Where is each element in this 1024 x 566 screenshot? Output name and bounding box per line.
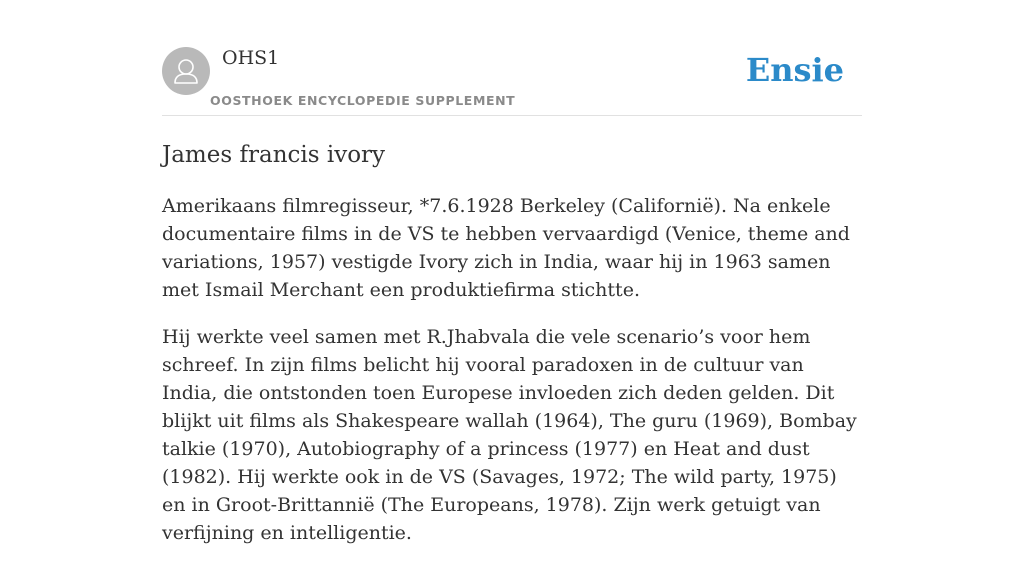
paragraph: Amerikaans filmregisseur, *7.6.1928 Berkeley (Californië). Na enkele documentaire films in de VS te hebben vervaardigd (Venice, theme and variations, 1957) vestigde Ivory zich in India, waar hij in 1963 samen met Ismail Merchant een produktiefirma stichtte. [162,195,850,301]
user-icon [162,47,210,95]
paragraph: Hij werkte veel samen met R.Jhabvala die vele scenario’s voor hem schreef. In zijn films belicht hij vooral paradoxen in de cultuur van India, die ontstonden toen Europese invloeden zich deden gelden. Dit blijkt uit films als Shakespeare wallah (1964), The guru (1969), Bombay talkie (1970), Autobiography of a princess (1977) en Heat and dust (1982). Hij werkte ook in de VS (Savages, 1972; The wild party, 1975) en in Groot-Brittannië (The Europeans, 1978). Zijn werk getuigt van verfijning en intelligentie. [162,326,857,544]
article-body [162,192,862,566]
source-subtitle[interactable]: OOSTHOEK ENCYCLOPEDIE SUPPLEMENT [210,93,516,108]
avatar[interactable] [162,47,210,95]
article-title: James francis ivory [162,142,386,168]
brand-logo[interactable]: Ensie [745,51,844,89]
header [162,0,862,116]
author-link[interactable]: OHS1 [222,47,280,69]
content-column [162,0,862,544]
